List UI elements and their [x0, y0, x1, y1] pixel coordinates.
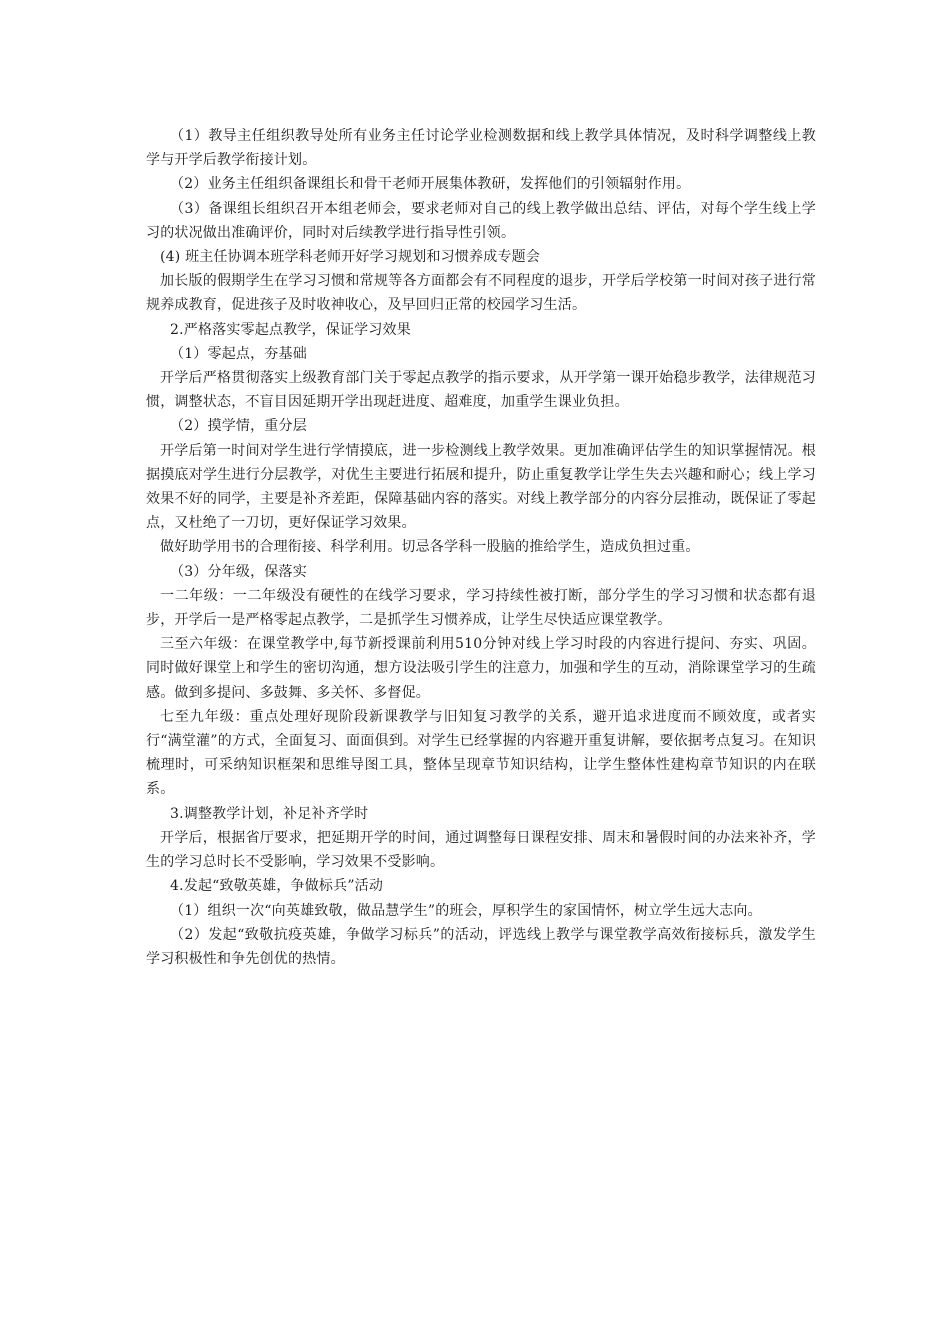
- paragraph-13: （1）组织一次“向英雄致敬，做品慧学生”的班会，厚积学生的家国情怀，树立学生远大志向。: [170, 902, 762, 919]
- paragraph-5: 加长版的假期学生在学习习惯和常规等各方面都会有不同程度的退步，开学后学校第一时间对孩子进行常规养成教育，促进孩子及时收神收心，及早回归正常的校园学习生活。: [146, 273, 816, 314]
- paragraph-3: （3）备课组长组织召开本组老师会，要求老师对自己的线上教学做出总结、评估，对每个学生线上学习的状况做出准确评价，同时对后续教学进行指导性引领。: [146, 200, 816, 241]
- paragraph-2: （2）业务主任组织备课组长和骨干老师开展集体教研，发挥他们的引领辐射作用。: [170, 176, 691, 193]
- section-heading-3: 3.调整教学计划，补足补齐学时: [170, 805, 369, 822]
- paragraph-6: 开学后严格贯彻落实上级教育部门关于零起点教学的指示要求，从开学第一课开始稳步教学，法律规范习惯，调整状态，不盲目因延期开学出现赶进度、超难度，加重学生课业负担。: [146, 370, 816, 411]
- paragraph-4: (4) 班主任协调本班学科老师开好学习规划和习惯养成专题会: [160, 249, 541, 266]
- section-heading-2: 2.严格落实零起点教学，保证学习效果: [170, 321, 411, 338]
- paragraph-9: 一二年级：一二年级没有硬性的在线学习要求，学习持续性被打断，部分学生的学习习惯和状态都有退步，开学后一是严格零起点教学，二是抓学生习惯养成，让学生尽快适应课堂教学。: [146, 587, 816, 629]
- subheading-2-2: （2）摸学情，重分层: [170, 418, 307, 435]
- subheading-2-1: （1）零起点，夯基础: [170, 345, 307, 362]
- subheading-2-3: （3）分年级，保落实: [170, 563, 307, 580]
- paragraph-12: 开学后，根据省厅要求，把延期开学的时间，通过调整每日课程安排、周末和暑假时间的办法来补齐，学生的学习总时长不受影响，学习效果不受影响。: [146, 829, 816, 871]
- paragraph-8: 做好助学用书的合理衔接、科学利用。切忌各学科一股脑的推给学生，造成负担过重。: [160, 539, 700, 556]
- paragraph-1: （1）教导主任组织教导处所有业务主任讨论学业检测数据和线上教学具体情况，及时科学调整线上教学与开学后教学衔接计划。: [146, 128, 816, 169]
- section-heading-4: 4.发起“致敬英雄，争做标兵”活动: [170, 878, 384, 895]
- paragraph-11: 七至九年级：重点处理好现阶段新课教学与旧知复习教学的关系，避开追求进度而不顾效度，或者实行“满堂灌”的方式，全面复习、面面俱到。对学生已经掌握的内容避开重复讲解，要依据考点复习。在知识梳理时，可采纳知识框架和思维导图工具，整体呈现章节知识结构，让学生整体性建构章节知识的内在联系。: [146, 708, 816, 798]
- paragraph-7: 开学后第一时间对学生进行学情摸底，进一步检测线上教学效果。更加准确评估学生的知识掌握情况。根据摸底对学生进行分层教学，对优生主要进行拓展和提升，防止重复教学让学生失去兴趣和耐心；线上学习效果不好的同学，主要是补齐差距，保障基础内容的落实。对线上教学部分的内容分层推动，既保证了零起点，又杜绝了一刀切，更好保证学习效果。: [146, 442, 816, 532]
- paragraph-10: 三至六年级：在课堂教学中,每节新授课前利用510分钟对线上学习时段的内容进行提问、夯实、巩固。同时做好课堂上和学生的密切沟通，想方设法吸引学生的注意力，加强和学生的互动，消除课堂学习的生疏感。做到多提问、多鼓舞、多关怀、多督促。: [146, 636, 816, 701]
- document-body: [146, 124, 816, 971]
- paragraph-14: （2）发起“致敬抗疫英雄，争做学习标兵”的活动，评选线上教学与课堂教学高效衔接标兵，激发学生学习积极性和争先创优的热情。: [146, 926, 816, 967]
